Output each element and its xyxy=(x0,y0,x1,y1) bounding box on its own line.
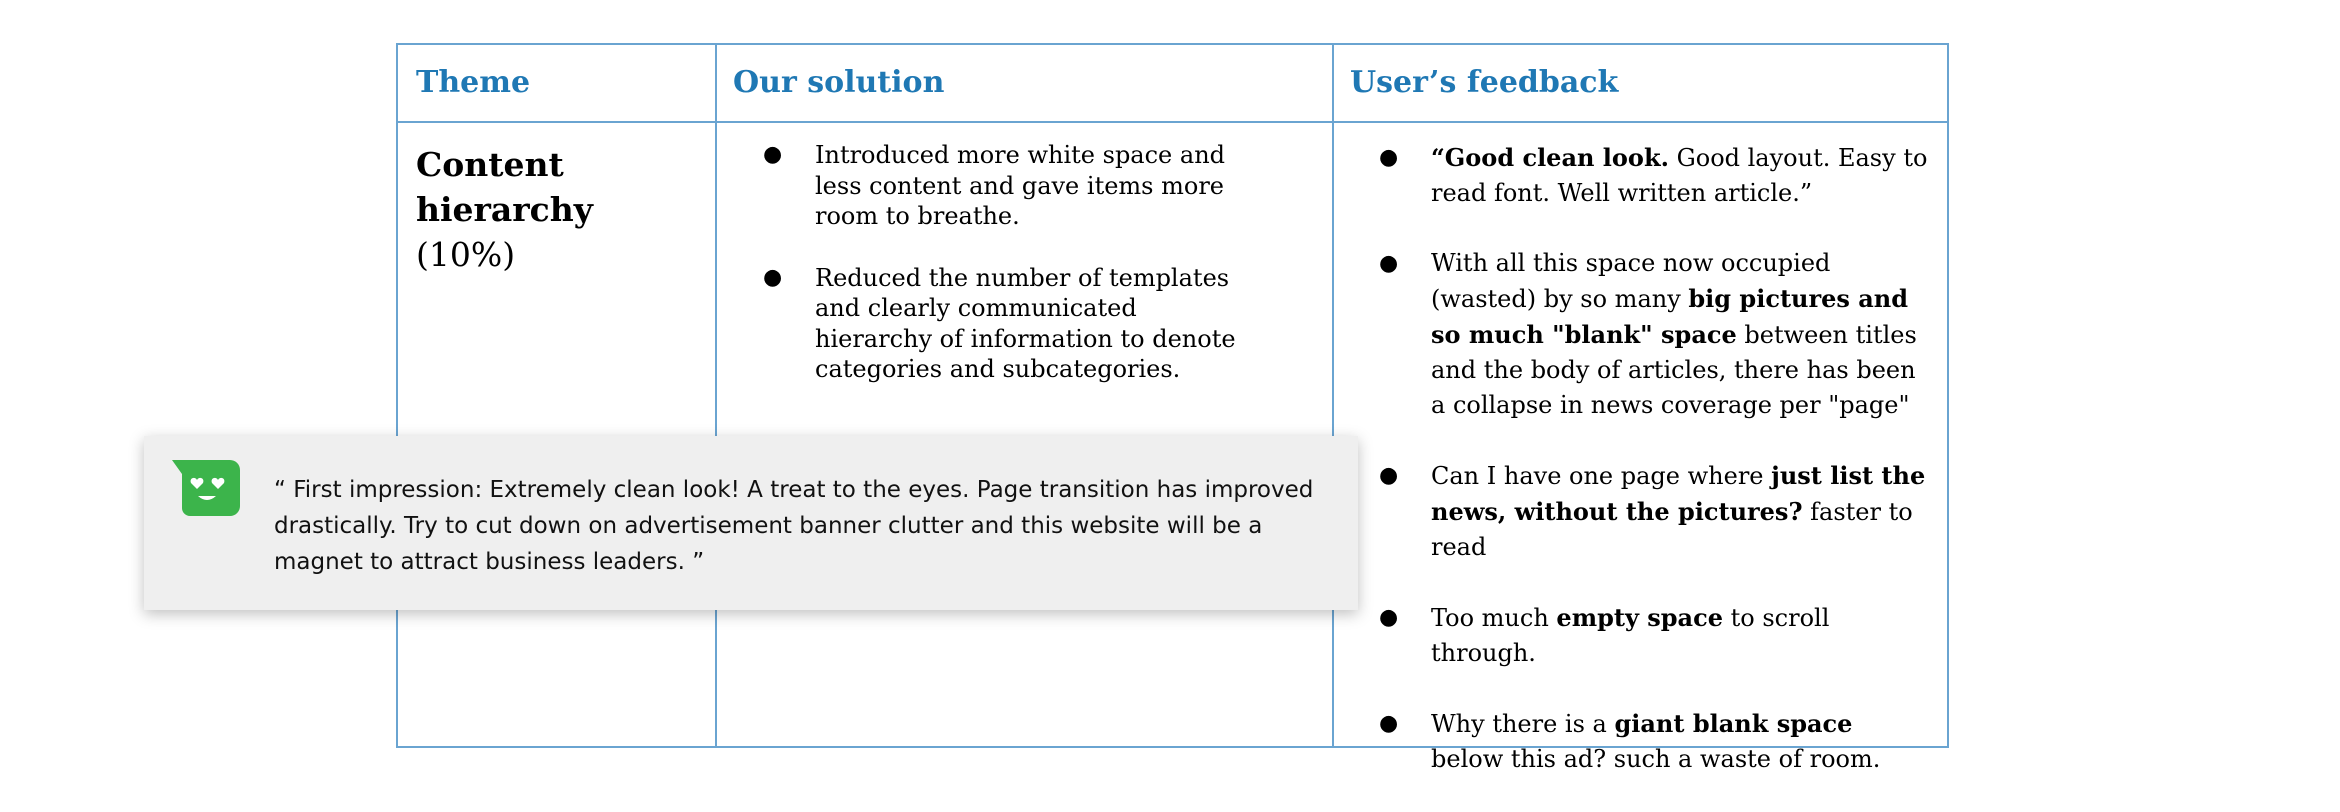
feedback-list xyxy=(1379,140,1931,812)
solution-list xyxy=(763,140,1255,416)
list-item: ● Why there is a giant blank space below this ad? such a waste of room. xyxy=(1431,706,1931,777)
header-solution: Our solution xyxy=(733,65,945,100)
theme-percent: (10%) xyxy=(416,235,516,274)
list-item: ● Too much empty space to scroll through. xyxy=(1431,600,1931,671)
testimonial-popup xyxy=(144,436,1358,610)
bullet-icon: ● xyxy=(1379,463,1399,488)
bullet-icon: ● xyxy=(1379,711,1399,736)
list-item: ● With all this space now occupied (wasted) by so many big pictures and so much "blank" space between titles and the body of articles, there has been a collapse in news coverage per "page" xyxy=(1431,246,1931,423)
header-divider xyxy=(398,121,1947,123)
column-divider xyxy=(1332,45,1334,746)
bullet-icon: ● xyxy=(763,142,783,167)
list-item: ● Reduced the number of templates and clearly communicated hierarchy of information to denote categories and subcategories. xyxy=(763,263,1236,383)
header-feedback: User’s feedback xyxy=(1350,65,1619,100)
bullet-icon: ● xyxy=(1379,251,1399,276)
heart-eyes-chat-icon xyxy=(172,460,240,516)
bullet-icon: ● xyxy=(1379,605,1399,630)
column-divider xyxy=(715,45,717,746)
feedback-table xyxy=(396,43,1949,773)
theme-title: Content hierarchy xyxy=(416,145,593,229)
header-theme: Theme xyxy=(416,65,531,100)
bullet-icon: ● xyxy=(763,264,783,290)
list-item: ● Can I have one page where just list the news, without the pictures? faster to read xyxy=(1431,458,1931,565)
list-item: ● Introduced more white space and less content and gave items more room to breathe. xyxy=(763,141,1226,230)
bullet-icon: ● xyxy=(1379,145,1399,170)
testimonial-text: “ First impression: Extremely clean look! A treat to the eyes. Page transition has improved drastically. Try to cut down on advertisement banner clutter and this website will be a magnet to attract business leaders. ” xyxy=(274,477,1314,575)
list-item: ● “Good clean look. Good layout. Easy to read font. Well written article.” xyxy=(1431,140,1931,211)
